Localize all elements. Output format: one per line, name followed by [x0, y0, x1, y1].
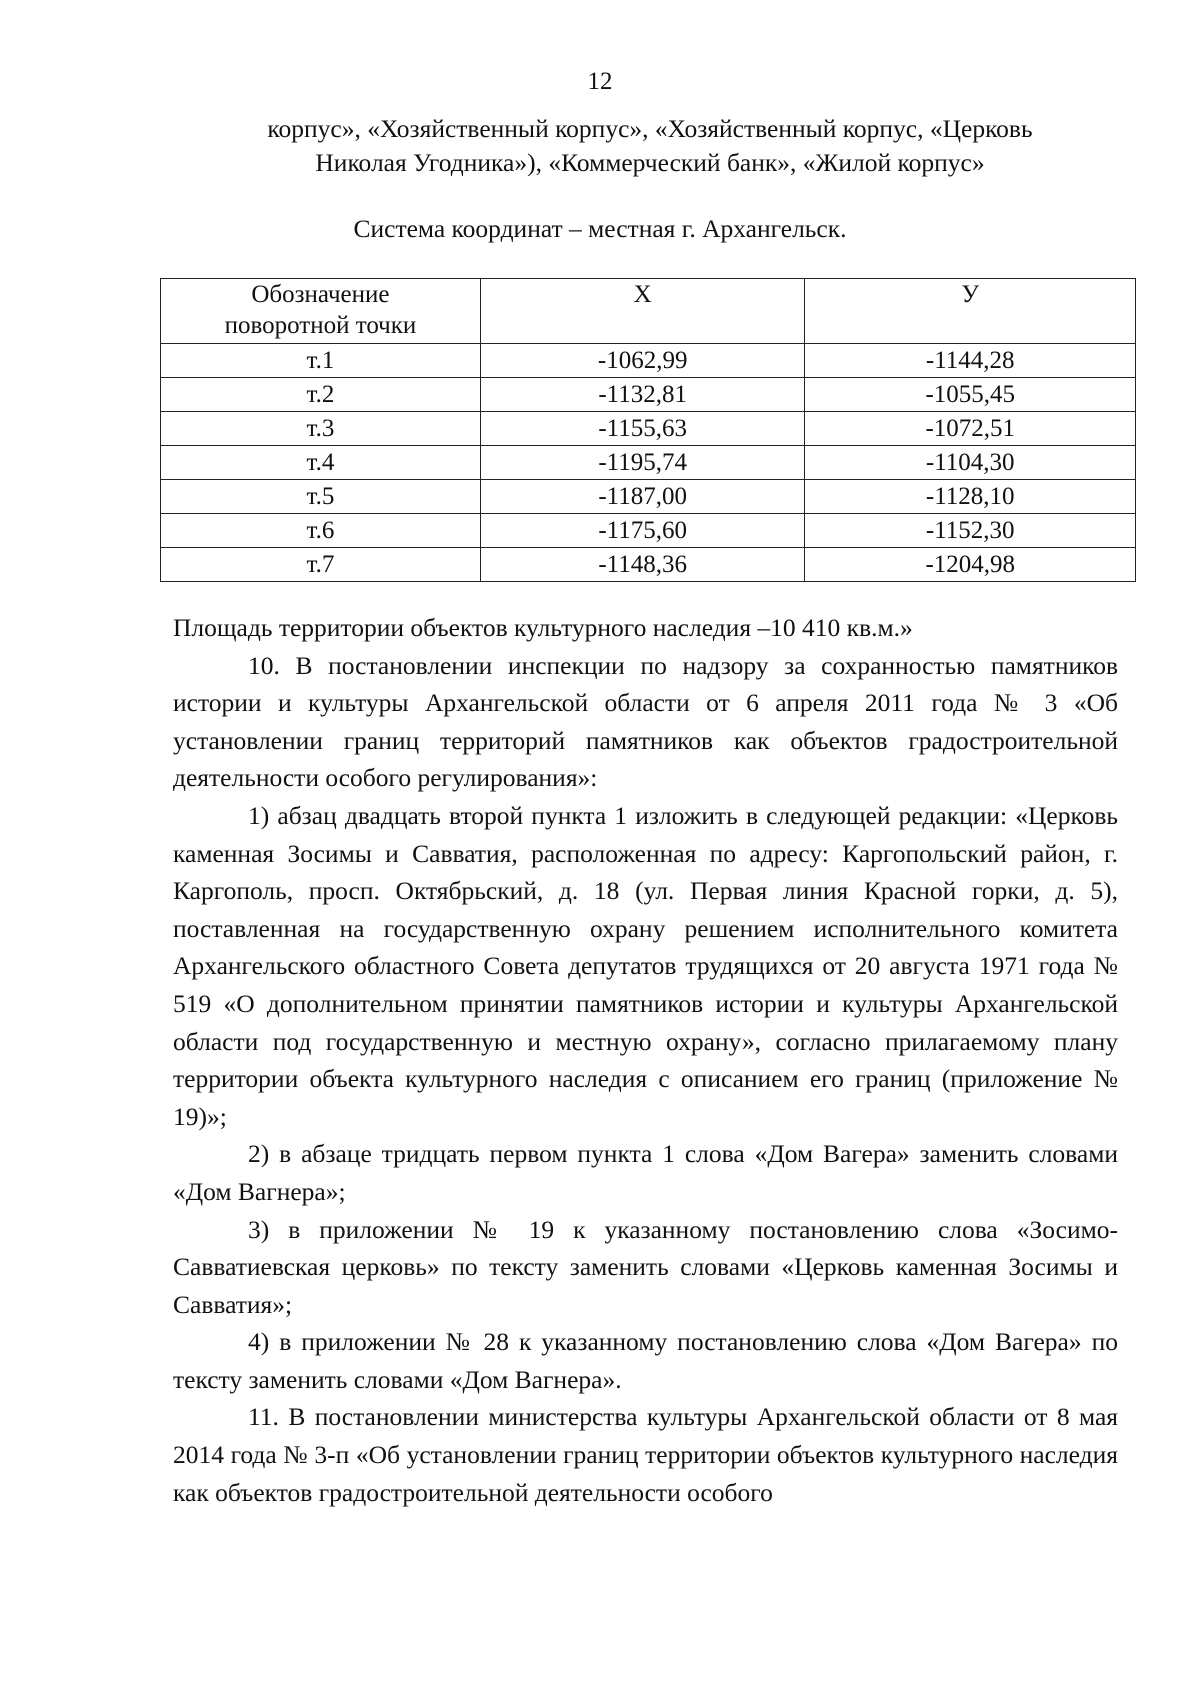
coordinate-system-title: Система координат – местная г. Архангельск. — [353, 214, 847, 243]
cell-point: т.1 — [161, 344, 481, 378]
paragraph-11: 11. В постановлении министерства культуры Архангельской области от 8 мая 2014 года № 3-п «Об установлении границ территории объектов культурного наследия как объектов градостроительной деятельности особого — [173, 1402, 1118, 1507]
cell-y: -1128,10 — [805, 480, 1136, 514]
intro-line-1: корпус», «Хозяйственный корпус», «Хозяйственный корпус, «Церковь — [267, 114, 1033, 143]
table-row — [161, 344, 1136, 378]
intro-line-2: Николая Угодника»), «Коммерческий банк», «Жилой корпус» — [315, 148, 985, 177]
cell-point: т.4 — [161, 446, 481, 480]
cell-point: т.5 — [161, 480, 481, 514]
header-y: У — [805, 279, 1136, 344]
cell-x: -1132,81 — [480, 378, 805, 412]
table-row — [161, 446, 1136, 480]
table-row — [161, 548, 1136, 582]
header-point-line-2: поворотной точки — [224, 312, 417, 339]
header-point-line-1: Обозначение — [251, 281, 390, 308]
cell-x: -1155,63 — [480, 412, 805, 446]
cell-x: -1175,60 — [480, 514, 805, 548]
list-item-1: 1) абзац двадцать второй пункта 1 изложить в следующей редакции: «Церковь каменная Зосимы и Савватия, расположенная по адресу: Каргопольский район, г. Каргополь, просп. Октябрьский, д. 18 (ул. Первая линия Красной горки, д. 5), поставленная на государственную охрану решением исполнительного комитета Архангельского областного Совета депутатов трудящихся от 20 августа 1971 года № 519 «О дополнительном принятии памятников истории и культуры Архангельской области под государственную и местную охрану», согласно прилагаемому плану территории объекта культурного наследия с описанием его границ (приложение № 19)»; — [173, 800, 1118, 1131]
cell-x: -1148,36 — [480, 548, 805, 582]
list-item-2: 2) в абзаце тридцать первом пункта 1 слова «Дом Вагера» заменить словами «Дом Вагнера»; — [173, 1139, 1118, 1206]
paragraph-10: 10. В постановлении инспекции по надзору за сохранностью памятников истории и культуры Архангельской области от 6 апреля 2011 года № 3 «Об установлении границ территорий памятников как объектов градостроительной деятельности особого регулирования»: — [173, 650, 1118, 793]
document-body — [173, 609, 1118, 1511]
cell-x: -1062,99 — [480, 344, 805, 378]
cell-x: -1187,00 — [480, 480, 805, 514]
cell-y: -1072,51 — [805, 412, 1136, 446]
cell-y: -1055,45 — [805, 378, 1136, 412]
list-item-3: 3) в приложении № 19 к указанному постановлению слова «Зосимо-Савватиевская церковь» по тексту заменить словами «Церковь каменная Зосимы и Савватия»; — [173, 1214, 1118, 1319]
area-paragraph: Площадь территории объектов культурного наследия –10 410 кв.м.» — [173, 613, 913, 642]
cell-point: т.3 — [161, 412, 481, 446]
intro-text — [170, 112, 1130, 180]
table-row — [161, 514, 1136, 548]
cell-point: т.6 — [161, 514, 481, 548]
cell-point: т.2 — [161, 378, 481, 412]
cell-x: -1195,74 — [480, 446, 805, 480]
table-row — [161, 412, 1136, 446]
header-x: Х — [480, 279, 805, 344]
table-row — [161, 378, 1136, 412]
cell-y: -1152,30 — [805, 514, 1136, 548]
table-row — [161, 480, 1136, 514]
page-number: 12 — [587, 68, 613, 95]
coordinates-table — [160, 278, 1136, 582]
cell-y: -1144,28 — [805, 344, 1136, 378]
cell-y: -1204,98 — [805, 548, 1136, 582]
cell-y: -1104,30 — [805, 446, 1136, 480]
cell-point: т.7 — [161, 548, 481, 582]
header-point — [161, 279, 481, 344]
list-item-4: 4) в приложении № 28 к указанному постановлению слова «Дом Вагера» по тексту заменить словами «Дом Вагнера». — [173, 1327, 1118, 1394]
table-header-row — [161, 279, 1136, 344]
